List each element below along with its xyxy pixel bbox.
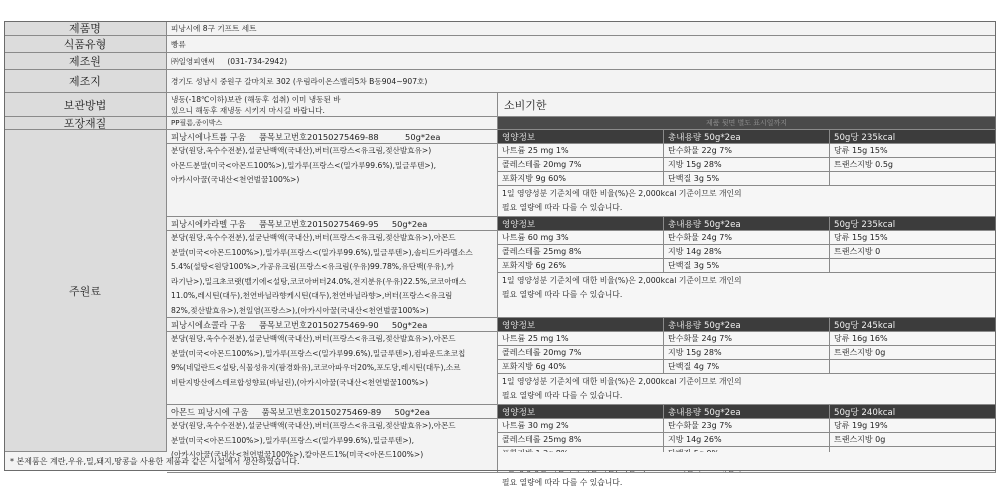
ingredient-line: 아몬드분말(미국<아몬드100%>),밀가루(프랑스<(밀가루99.6%),밀글루텐>), (171, 160, 437, 170)
nutrition-header-cell: 50g당 240kcal (830, 405, 996, 419)
ingredient-line: (아카시아꿀(국내산<천연벌꿀100%>),칼아몬드1%(미국<아몬드100%>) (171, 450, 424, 460)
nutrition-value-cell: 트랜스지방 0g (830, 433, 996, 447)
ingredient-line: 분당(원당,옥수수전분),설굳난백액(국내산),버터(프랑스<유크림,젖산발효유>),아몬드 (171, 334, 456, 343)
nutrition-value-cell: 지방 14g 28% (664, 245, 830, 259)
nutrition-value-cell (830, 259, 996, 273)
ingredient-line: 라기난>),밀크초코랫(벨기에<설탕,코코아버터24.0%,전지분유(우유)22.5%,코코아매스 (171, 276, 467, 286)
nutrition-value-cell: 탄수화물 24g 7% (664, 332, 830, 346)
nutrition-reference-note (498, 273, 996, 318)
product-ingredients (167, 231, 498, 318)
note-line: 필요 열량에 따라 다를 수 있습니다. (502, 478, 623, 487)
ingredient-line: 분말(미국<아몬드100%>),밀가루(프랑스<(밀가루99.6%),밀글루텐>),컴파운드초코칩 (171, 348, 466, 358)
value-expiry: 제품 뒷면 별도 표시일까지 (498, 117, 996, 130)
nutrition-value-cell: 단백질 3g 5% (664, 172, 830, 186)
ingredient-line: 분말(미국<아몬드100%>),밀가루(프랑스<(밀가루99.6%),밀글루텐>), (171, 435, 415, 445)
nutrition-value-cell: 나트륨 30 mg 2% (498, 419, 664, 433)
nutrition-value-cell: 지방 14g 26% (664, 433, 830, 447)
nutrition-value-cell: 당류 19g 19% (830, 419, 996, 433)
label-product-name: 제품명 (4, 21, 167, 36)
label-manufacturer-src: 제조원 (4, 53, 167, 70)
nutrition-value-cell: 콜레스테롤 20mg 7% (498, 158, 664, 172)
nutrition-header-cell: 50g당 235kcal (830, 130, 996, 144)
nutrition-value-cell: 콜레스테롤 20mg 7% (498, 346, 664, 360)
product-title: 피낭시에쇼콜라 구움 품목보고번호20150275469-90 50g*2ea (167, 318, 498, 332)
product-ingredients (167, 332, 498, 405)
label-packaging: 포장재질 (4, 117, 167, 130)
note-line: 필요 열량에 따라 다를 수 있습니다. (502, 290, 623, 299)
allergen-footnote: * 본제품은 계란,우유,밀,돼지,땅콩을 사용한 제품과 같은 시설에서 생산하였습니다. (4, 452, 498, 471)
product-title: 피낭시에나트륨 구움 품목보고번호20150275469-88 50g*2ea (167, 130, 498, 144)
nutrition-header-cell: 영양정보 (498, 130, 664, 144)
nutrition-value-cell: 탄수화물 22g 7% (664, 144, 830, 158)
nutrition-value-cell: 콜레스테롤 25mg 8% (498, 245, 664, 259)
note-line: 1일 영양성분 기준치에 대한 비율(%)은 2,000kcal 기준이므로 개인의 (502, 377, 742, 386)
product-title: 피낭시에카라멜 구움 품목보고번호20150275469-95 50g*2ea (167, 217, 498, 231)
nutrition-header-cell: 영양정보 (498, 405, 664, 419)
nutrition-header-cell: 영양정보 (498, 318, 664, 332)
ingredient-line: 11.0%,레시틴(대두),천연바닐라향케시틴(대두),천연바닐라향>,버터(프랑스<유크림 (171, 291, 453, 301)
ingredient-line (171, 188, 497, 203)
nutrition-value-cell: 당류 15g 15% (830, 231, 996, 245)
ingredient-line: 82%,젖산발효유>),천일염(프랑스>),(아카시아꿀(국내산<천연벌꿀100%>) (171, 305, 429, 315)
value-packaging: PP필름,종이박스 (167, 117, 498, 130)
product-ingredients (167, 144, 498, 217)
nutrition-value-cell: 나트륨 60 mg 3% (498, 231, 664, 245)
nutrition-value-cell: 단백질 3g 5% (664, 259, 830, 273)
nutrition-header-cell: 총내용량 50g*2ea (664, 318, 830, 332)
nutrition-value-cell: 당류 16g 16% (830, 332, 996, 346)
nutrition-value-cell: 나트륨 25 mg 1% (498, 332, 664, 346)
value-factory: 경기도 성남시 중원구 갈마치로 302 (우림라이온스밸리5차 B동904~907호) (167, 70, 996, 93)
label-food-type: 식품유형 (4, 36, 167, 53)
nutrition-reference-note (498, 374, 996, 405)
label-ingredients: 주원료 (4, 130, 167, 452)
nutrition-reference-note (498, 186, 996, 217)
value-food-type: 빵류 (167, 36, 996, 53)
label-expiry: 소비기한 (498, 93, 996, 117)
nutrition-value-cell: 나트륨 25 mg 1% (498, 144, 664, 158)
nutrition-value-cell: 포화지방 9g 60% (498, 172, 664, 186)
ingredient-line: 비탄지방산에스테르합성향료(바닐린),(아카시아꿀(국내산<천연벌꿀100%>) (171, 377, 429, 387)
nutrition-value-cell: 탄수화물 23g 7% (664, 419, 830, 433)
nutrition-value-cell: 트랜스지방 0.5g (830, 158, 996, 172)
nutrition-header-cell: 총내용량 50g*2ea (664, 217, 830, 231)
value-storage (167, 93, 498, 117)
nutrition-value-cell: 콜레스테롤 25mg 8% (498, 433, 664, 447)
ingredient-line: 9%(네덜란드<설탕,식물성유지(팜경화유),코코아파우더20%,포도당,레시틴(대두),소르 (171, 363, 461, 373)
nutrition-header-cell: 총내용량 50g*2ea (664, 130, 830, 144)
ingredient-line: 분당(원당,옥수수전분),설굳난백액(국내산),버터(프랑스<유크림,젖산발효유>) (171, 146, 432, 155)
note-line: 필요 열량에 따라 다를 수 있습니다. (502, 203, 623, 212)
label-storage: 보관방법 (4, 93, 167, 117)
nutrition-header-cell: 50g당 245kcal (830, 318, 996, 332)
nutrition-value-cell: 트랜스지방 0 (830, 245, 996, 259)
storage-line: 냉동(-18℃이하)보관 (해동후 섭취) 이미 냉동된 바 (171, 95, 341, 104)
product-info-table (4, 21, 996, 487)
nutrition-value-cell: 단백질 4g 7% (664, 360, 830, 374)
nutrition-value-cell: 포화지방 6g 26% (498, 259, 664, 273)
nutrition-value-cell: 포화지방 6g 40% (498, 360, 664, 374)
label-factory: 제조지 (4, 70, 167, 93)
nutrition-value-cell: 지방 15g 28% (664, 346, 830, 360)
ingredient-line: 5.4%(설탕<원당100%>,가공유크림(프랑스<유크림(우유)99.78%,유단백(우유),카 (171, 262, 454, 272)
nutrition-value-cell (830, 172, 996, 186)
ingredient-line: 분당(원당,옥수수전분),설굳난백액(국내산),버터(프랑스<유크림,젖산발효유>),아몬드 (171, 421, 456, 430)
nutrition-value-cell: 트랜스지방 0g (830, 346, 996, 360)
product-title: 아몬드 피낭시에 구움 품목보고번호20150275469-89 50g*2ea (167, 405, 498, 419)
nutrition-value-cell: 당류 15g 15% (830, 144, 996, 158)
ingredient-line: 분당(원당,옥수수전분),설굳난백액(국내산),버터(프랑스<유크림,젖산발효유>),아몬드 (171, 233, 456, 242)
note-line: 필요 열량에 따라 다를 수 있습니다. (502, 391, 623, 400)
ingredient-line: 아카시아꿀(국내산<천연벌꿀100%>) (171, 175, 300, 185)
value-manufacturer-src: ㈜일영피앤씨 (031-734-2942) (167, 53, 996, 70)
ingredient-line: 분말(미국<아몬드100%>),밀가루(프랑스<(밀가루99.6%),밀글루텐>),솔티드카라멜소스 (171, 247, 473, 257)
nutrition-header-cell: 총내용량 50g*2ea (664, 405, 830, 419)
nutrition-header-cell: 50g당 235kcal (830, 217, 996, 231)
nutrition-value-cell (830, 360, 996, 374)
note-line: 1일 영양성분 기준치에 대한 비율(%)은 2,000kcal 기준이므로 개인의 (502, 276, 742, 285)
nutrition-value-cell: 탄수화물 24g 7% (664, 231, 830, 245)
footnote-right-blank (498, 452, 996, 471)
nutrition-value-cell: 지방 15g 28% (664, 158, 830, 172)
value-product-name: 피낭시에 8구 기프트 세트 (167, 21, 996, 36)
note-line: 1일 영양성분 기준치에 대한 비율(%)은 2,000kcal 기준이므로 개인의 (502, 189, 742, 198)
nutrition-header-cell: 영양정보 (498, 217, 664, 231)
storage-line: 있으니 해동후 재냉동 시키지 마시길 바랍니다. (171, 106, 325, 115)
